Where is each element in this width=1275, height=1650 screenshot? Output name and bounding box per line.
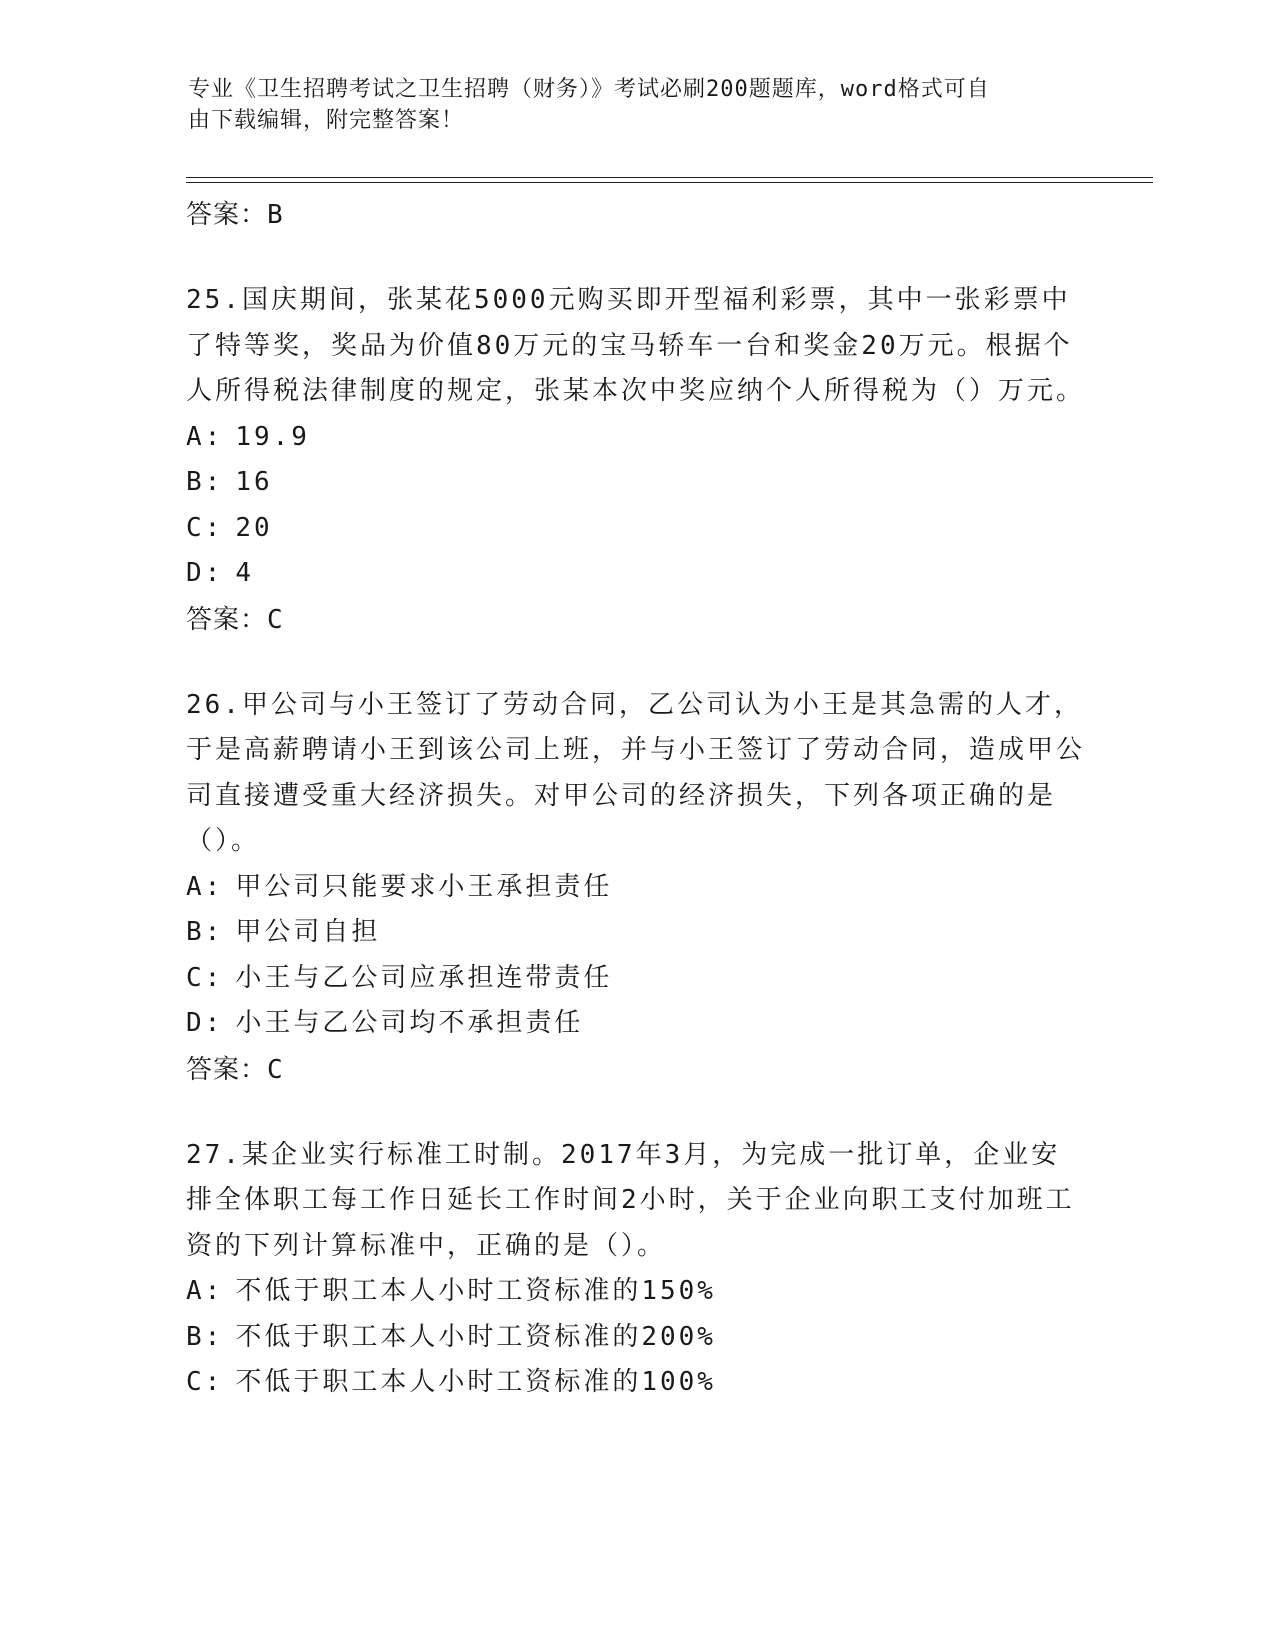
option-d: D: 4 [186,558,254,588]
option-c: C: 不低于职工本人小时工资标准的100% [186,1367,716,1397]
answer-value: C [267,1054,284,1085]
option-a: A: 19.9 [186,421,310,452]
document-body [186,192,1086,1406]
question-text: 25.国庆期间，张某花5000元购买即开型福利彩票，其中一张彩票中了特等奖，奖品为价值80万元的宝马轿车一台和奖金20万元。根据个人所得税法律制度的规定，张某本次中奖应纳个人所得税为（）万元。 [186,285,1086,406]
question-text: 26.甲公司与小王签订了劳动合同，乙公司认为小王是其急需的人才，于是高薪聘请小王到该公司上班，并与小王签订了劳动合同，造成甲公司直接遭受重大经济损失。对甲公司的经济损失，下列各项正确的是（）。 [186,689,1086,856]
answer-label: 答案： [186,604,268,635]
answer-line [186,1047,1086,1093]
answer-label: 答案： [186,200,268,230]
header-line-2: 由下载编辑，附完整答案！ [188,108,465,133]
question-26 [186,683,1086,1093]
answer-line [186,597,1086,643]
option-b: B: 不低于职工本人小时工资标准的200% [186,1321,716,1352]
header-divider-top [186,177,1153,178]
question-25 [186,278,1086,643]
option-d: D: 小王与乙公司均不承担责任 [186,1008,584,1038]
header-divider-bottom [186,182,1153,183]
page-header [188,74,1068,136]
option-a: A: 甲公司只能要求小王承担责任 [186,871,613,902]
question-27 [186,1133,1086,1406]
question-text: 27.某企业实行标准工时制。2017年3月，为完成一批订单，企业安排全体职工每工作日延长工作时间2小时，关于企业向职工支付加班工资的下列计算标准中，正确的是（）。 [186,1139,1075,1261]
header-line-1: 专业《卫生招聘考试之卫生招聘（财务）》考试必刷200题题库，word格式可自 [188,77,990,102]
answer-value: C [267,604,284,635]
option-c: C: 20 [186,512,273,543]
option-b: B: 甲公司自担 [186,917,381,947]
option-c: C: 小王与乙公司应承担连带责任 [186,962,613,993]
answer-value: B [267,200,284,230]
answer-line [186,192,1086,238]
answer-label: 答案： [186,1054,268,1085]
option-b: B: 16 [186,467,273,497]
option-a: A: 不低于职工本人小时工资标准的150% [186,1276,716,1306]
